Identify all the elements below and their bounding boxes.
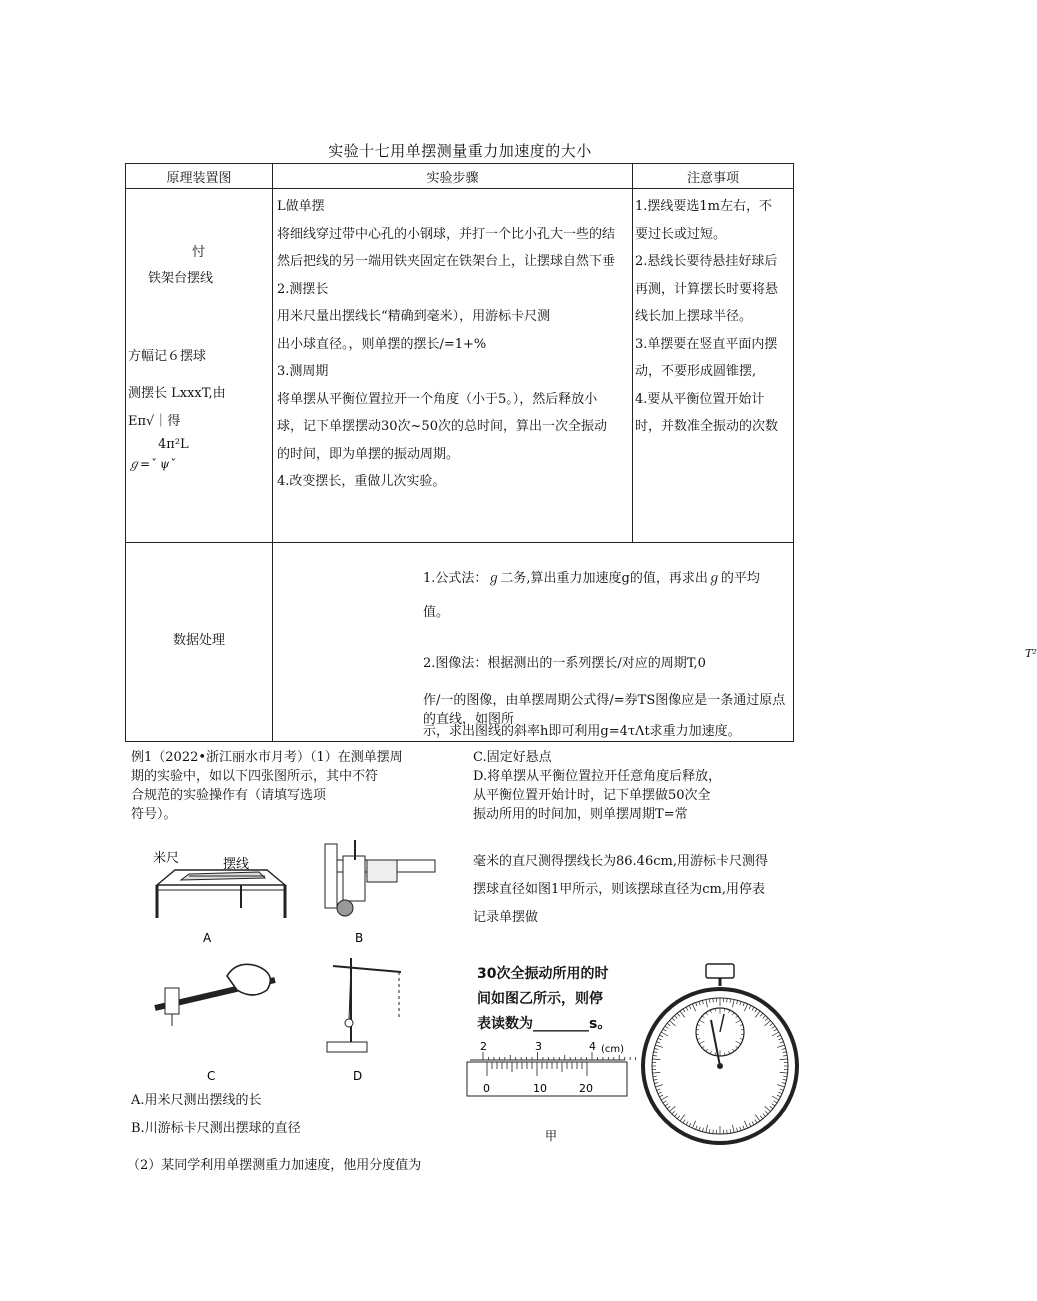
note-line: 再测，计算摆长时要将悬 [635, 281, 779, 297]
part2-line: 毫米的直尺测得摆线长为86.46cm,用游标卡尺测得 [473, 854, 768, 869]
step-line: 的时间，即为单摆的振动周期。 [277, 446, 460, 462]
option-a: A.用米尺测出摆线的长 [131, 1093, 262, 1108]
stopwatch [640, 960, 790, 1145]
data-processing-cell [273, 543, 1037, 742]
option-line: 从平衡位置开始计时，记下单摆做50次全 [473, 788, 711, 803]
notes-cell [633, 189, 794, 543]
step-line: 4.改变摆长，重做儿次实验。 [277, 474, 446, 489]
step-line: 3.测周期 [277, 364, 329, 379]
principle-line: 方幅记６摆球 [128, 349, 207, 364]
data-line: 1.公式法：ℊ二务,算出重力加速度g的值，再求出ℊ的平均 [423, 571, 760, 586]
figure-label-d: D [353, 1069, 363, 1083]
figure-label-a: A [203, 931, 212, 945]
scale-unit: (cm) [601, 1044, 625, 1055]
stopwatch-q-line: 间如图乙所示，则停 [477, 991, 603, 1007]
option-line: C.固定好悬点 [473, 750, 552, 765]
data-line: T² [1025, 647, 1037, 660]
note-line: 要过长或过短。 [635, 226, 727, 242]
table-header-row [126, 164, 794, 189]
principle-cell [126, 189, 273, 543]
data-processing-label: 数据处理 [126, 543, 273, 742]
figure-caption-jia: 甲 [545, 1129, 558, 1143]
vernier-tick-label: 0 [483, 1082, 490, 1095]
note-line: 4.要从平衡位置开始计 [635, 391, 765, 407]
example-line: 例1（2022•浙江丽水市月考）（1）在测单摆周 [131, 750, 403, 765]
option-line: D.将单摆从平衡位置拉开任意角度后释放， [473, 769, 722, 784]
example-question [131, 748, 403, 824]
main-tick-label: 3 [535, 1040, 542, 1053]
option-b: B.川游标卡尺测出摆球的直径 [131, 1121, 301, 1136]
example-options-cd [473, 748, 721, 824]
note-line: 1.摆线要选1m左右，不 [635, 199, 773, 214]
data-line: 示，求出图线的斜率h即可利用g=4τΛt求重力加速度。 [423, 724, 741, 739]
step-line: 2.测摆长 [277, 281, 329, 297]
option-line: 振动所用的时间加，则单摆周期T=常 [473, 807, 688, 822]
note-line: 线长加上摆球半径。 [635, 309, 753, 324]
main-tick-label: 4 [589, 1040, 596, 1053]
vernier-scale [465, 1040, 635, 1145]
figure-label-c: C [207, 1069, 216, 1083]
stopwatch-q-line: 30次全振动所用的时 [477, 966, 609, 982]
step-line: L做单摆 [277, 199, 325, 214]
figure-label-b: B [355, 931, 364, 945]
step-line: 用米尺量出摆线长“精确到毫米），用游标卡尺测 [277, 309, 551, 324]
stopwatch-crown [706, 964, 734, 978]
note-line: 3.单摆要在竖直平面内摆 [635, 336, 778, 352]
step-line: 然后把线的另一端用铁夹固定在铁架台上，让摆球自然下垂 [277, 254, 616, 269]
step-line: 球，记下单摆摆动30次~50次的总时间，算出一次全振动 [277, 419, 607, 434]
note-line: 时，并数准全振动的次数 [635, 419, 779, 434]
example-line: 期的实验中，如以下四张图所示，其中不符 [131, 769, 379, 784]
table-row-data [126, 543, 794, 742]
steps-cell [273, 189, 633, 543]
step-line: 将细线穿过带中心孔的小钢球，并打一个比小孔大一些的结 [277, 226, 616, 242]
part2-question: （2）某同学利用单摆测重力加速度，他用分度值为 [127, 1158, 422, 1173]
figure-b-caliper [325, 840, 435, 945]
vernier-tick-label: 20 [579, 1082, 593, 1095]
figure-string-label: 摆线 [223, 857, 250, 872]
data-line: 作/一的图像，由单摆周期公式得/=券TS图像应是一条通过原点的直线，如图所 [423, 693, 786, 727]
principle-line: 铁架台摆线 [148, 271, 214, 286]
figure-d-stand [327, 958, 401, 1083]
data-line: 2.图像法：根据测出的一系列摆长/对应的周期T,0 [423, 656, 706, 671]
example-line: 合规范的实验操作有（请填写选项 [131, 788, 327, 803]
principle-line: 忖 [192, 245, 206, 260]
main-tick-label: 2 [480, 1040, 487, 1053]
principle-line: 4π²L [158, 437, 189, 452]
figure-a-table-ruler [153, 850, 285, 945]
table-row-main [126, 189, 794, 543]
principle-line: 测摆长 LxxxT,由 [128, 386, 226, 401]
header-principle: 原理装置图 [126, 164, 273, 189]
step-line: 出小球直径。，则单摆的摆长/=1+% [277, 336, 487, 352]
data-line: 值。 [423, 605, 450, 620]
example-part2-text [473, 848, 768, 932]
stopwatch-q-line: 表读数为________s。 [477, 1016, 612, 1032]
principle-line: Eπ√｜得 [128, 414, 181, 429]
note-line: 动，不要形成圆锥摆, [635, 364, 757, 379]
stopwatch-question [477, 962, 611, 1037]
vernier-tick-label: 10 [533, 1082, 547, 1095]
step-line: 将单摆从平衡位置拉开一个角度（小于5。），然后释放小 [277, 391, 598, 407]
page-title: 实验十七用单摆测量重力加速度的大小 [328, 142, 592, 160]
header-steps: 实验步骤 [273, 164, 633, 189]
note-line: 2.悬线长要待悬挂好球后 [635, 254, 778, 269]
option-figures [145, 830, 445, 1090]
example-line: 符号）。 [131, 807, 177, 822]
principle-line: ℊ=ˇ ψˇ [128, 457, 176, 471]
experiment-table [125, 163, 1037, 742]
figure-ruler-label: 米尺 [153, 851, 180, 866]
figure-c-clamp [155, 964, 275, 1083]
part2-line: 摆球直径如图1甲所示，则该摆球直径为cm,用停表 [473, 882, 766, 897]
header-notes: 注意事项 [633, 164, 794, 189]
part2-line: 记录单摆做 [473, 910, 539, 925]
